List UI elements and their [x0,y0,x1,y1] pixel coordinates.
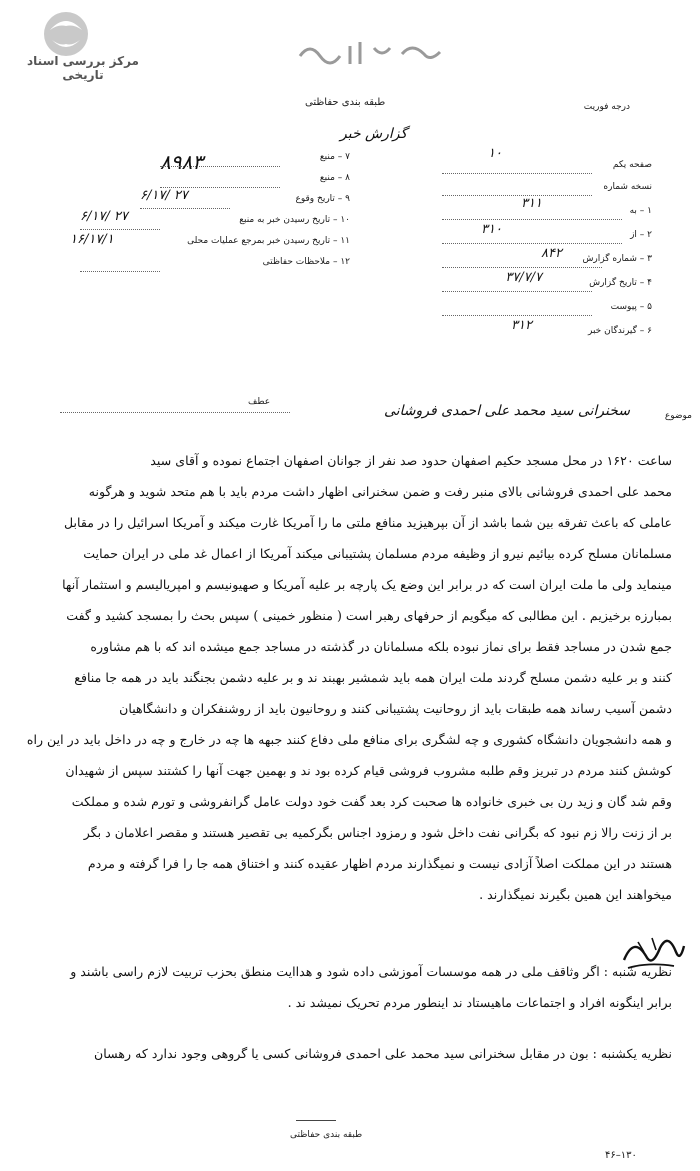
field-value: ۶/۱۷/ ۲۷ [140,188,188,203]
body-line: برابر اینگونه افراد و اجتماعات ماهیستاد ند اینطور مردم تحریک نمیشد ند . [287,995,672,1010]
field-value: ۶/۱۷/ ۲۷ [80,209,128,224]
body-line: وقم شد گان و زید رن بی خبری خانواده ها صحبت کرد بعد گفت خود دولت عامل گرانفروشی و تورم شده و مملکت [71,794,672,809]
body-line: جمع شدن در مساجد فقط برای نماز نبوده بلکه مسلمانان در گذشته در مساجد جمع میشده اند که با هم مشاوره [90,639,672,654]
body-line: کنند و بر علیه دشمن مسلح گردند ملت ایران همه باید شمشیر بهبند ند و بر علیه دشمن بجنگند باید در همه جا منافع [74,670,672,685]
field-value: ۳۱۲ [511,318,532,333]
field-value: ۱۰ [488,146,502,161]
urgency-label: درجه فوریت [583,102,630,112]
body-line: دشمن آسیب رساند همه طبقات باید از روحانیت پشتیبانی کنند و روحانیون باید از روشنفکران و دانشگاهیان [119,701,672,716]
field-label: ۱ – به [629,206,652,216]
field-label: ۵ – پیوست [610,302,652,312]
body-line: میخواهند این همین بگیرند نمیگذارند . [479,887,672,902]
field-label: ۶ – گیرندگان خبر [587,326,652,336]
report-title: گزارش خبر [340,126,408,142]
body-line: عاملی که باعث تفرقه بین شما باشد از آن بپرهیزید منافع ملتی ما را آمریکا غارت میکند و آمریکا اسرائیل را در مقابل [64,515,672,530]
signature-icon [618,930,688,980]
body-line: محمد علی احمدی فروشانی بالای منبر رفت و ضمن سخنرانی اظهار داشت مردم باید با هم متحد شوید و هرگونه [88,484,672,499]
field-label: ۱۱ – تاریخ رسیدن خبر بمرجع عملیات محلی [187,236,350,246]
field-label: ۳ – شماره گزارش [582,254,652,264]
body-line: مینماید ولی ما ملت ایران است که در برابر این وضع یک پارچه بر علیه آمریکا و صهیونیسم و امپریالیسم و استثمار آنها [62,577,672,592]
field-label: صفحه یکم [612,160,652,170]
field-label: ۸ – منبع [319,173,350,183]
body-line: ساعت ۱۶۲۰ در محل مسجد حکیم اصفهان حدود صد نفر از جوانان اصفهان اجتماع نموده و آقای سید [150,453,672,468]
field-label: نسخه شماره [603,182,652,192]
attachment-label: عطف [248,397,271,407]
body-line: بر از زنت رالا زم نبود که بگرانی نفت داخل شود و رمزود اجناس بگرکمیه بی تقصیر هستند و مقصر اعلامان د بگر [83,825,672,840]
page-number: ۴۶–۱۳۰ [605,1150,637,1161]
footer-rule [296,1120,336,1121]
subject-label: موضوع [664,411,692,421]
report-number: ۸۹۸۳ [160,150,203,174]
field-label: ۷ – منبع [319,152,350,162]
body-line: بمبارزه برخیزیم . این مطالبی که میگویم از حرفهای رهبر است ( منظور خمینی ) سپس بحث را بمسجد کشید و گفت [66,608,672,623]
classification-bottom: طبقه بندی حفاظتی [290,1130,363,1140]
subject-text: سخنرانی سید محمد علی احمدی فروشانی [383,403,630,419]
field-label: ۹ – تاریخ وقوع [295,194,350,204]
body-line: نظریه شنبه : اگر وثاقف ملی در همه موسسات آموزشی داده شود و هداایت منطق بحزب تربیت لازم راسی باشند و [70,964,672,979]
body-line: نظریه یکشنبه : بون در مقابل سخنرانی سید محمد علی احمدی فروشانی کسی یا گروهی وجود ندارد که رهسان [94,1046,672,1061]
field-value: ۱۶/۱۷/۱ [70,232,114,247]
field-value: ۳۷/۷/۷ [505,270,542,285]
field-label: ۲ – از [630,230,652,240]
letterhead-stamp-icon [290,36,450,70]
field-label: ۴ – تاریخ گزارش [589,278,652,288]
body-line: کوشش کنند مردم در تبریز وقم طلبه مشروب فروشی قیام کرده بود ند و بهمین جهت آنها را کشتند سپس از شهیدان [65,763,672,778]
field-value: ۳۱۰ [481,222,502,237]
field-label: ۱۰ – تاریخ رسیدن خبر به منبع [239,215,350,225]
field-value: ۸۴۲ [541,246,562,261]
field-label: ۱۲ – ملاحظات حفاظتی [262,257,350,267]
archive-name: مرکز بررسی اسناد تاریخی [27,54,139,82]
field-value: ۳۱۱ [521,196,542,211]
classification-top: طبقه بندی حفاظتی [305,97,386,108]
body-line: مسلمانان مسلح کرده بیائیم نیرو از وظیفه مردم مسلمان پشتیبانی میکند آمریکا از اعمال غد ملی در ایران حمایت [83,546,672,561]
body-line: و همه دانشجویان دانشگاه کشوری و چه لشگری برای منافع ملی دفاع کنند جبهه ها چه در خارج و چه در داخل باید در این راه [26,732,672,747]
body-line: هستند در این مملکت اصلاً آزادی نیست و نمیگذارند مردم اظهار عقیده کنند و اختناق همه جا را فرا گرفته و مردم [87,856,672,871]
